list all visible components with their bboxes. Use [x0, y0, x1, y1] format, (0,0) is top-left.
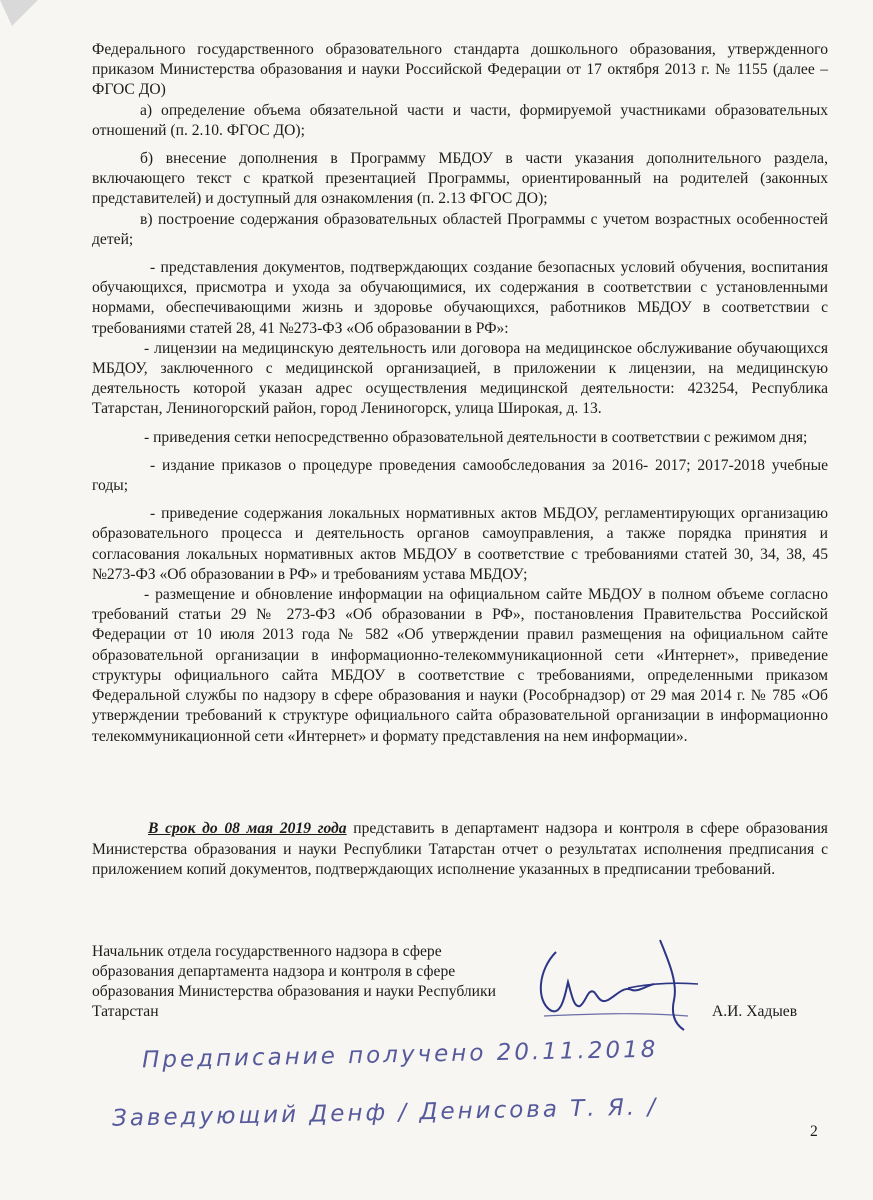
paragraph-medical-license: - лицензии на медицинскую деятельность или договора на медицинское обслуживание обучающихся МБДОУ, заключенного с медицинской организацией, в приложении к лицензии, на медицинскую деятельность которой указан адрес осуществления медицинской деятельности: 423254, Республика Татарстан, Лениногорский район, город Лениногорск, улица Широкая, д. 13.	[92, 339, 828, 418]
handwritten-received-note: Предписание получено 20.11.2018	[141, 1036, 659, 1074]
paragraph-website: - размещение и обновление информации на официальном сайте МБДОУ в полном объеме согласно требований статьи 29 № 273-ФЗ «Об образовании в РФ», постановления Правительства Российской Федерации от 10 июля 2013 года № 582 «Об утверждении правил размещения на официальном сайте образовательной организации в информационно-телекоммуникационной сети «Интернет», приведение структуры официального сайта МБДОУ в соответствие с требованиями, определенными приказом Федеральной службы по надзору в сфере образования и науки (Рособрнадзор) от 29 мая 2014 г. № 785 «Об утверждении требований к структуре официального сайта образовательной организации в информационно телекоммуникационной сети «Интернет» и формату представления на нем информации».	[92, 586, 828, 745]
paragraph-deadline	[92, 819, 828, 881]
paragraph-item-a: а) определение объема обязательной части и части, формируемой участниками образовательных отношений (п. 2.10. ФГОС ДО);	[92, 101, 828, 139]
signer-position: Начальник отдела государственного надзора в сфере образования департамента надзора и контроля в сфере образования Министерства образования и науки Республики Татарстан	[92, 943, 496, 1020]
page-number: 2	[810, 1123, 818, 1140]
corner-scan-mark	[0, 0, 50, 30]
deadline-body: представить в департамент надзора и контроля в сфере образования Министерства образования и науки Республики Татарстан отчет о результатах исполнения предписания с приложением копий документов, подтверждающих исполнение указанных в предписании требований.	[92, 820, 828, 878]
paragraph-self-assessment: - издание приказов о процедуре проведения самообследования за 2016- 2017; 2017-2018 учебные годы;	[92, 456, 828, 495]
paragraph-schedule: - приведения сетки непосредственно образовательной деятельности в соответствии с режимом дня;	[144, 428, 808, 446]
paragraph-item-v: в) построение содержания образовательных областей Программы с учетом возрастных особенностей детей;	[92, 210, 828, 248]
paragraph-local-acts: - приведение содержания локальных нормативных актов МБДОУ, регламентирующих организацию образовательного процесса и деятельность органов самоуправления, а также порядка принятия и согласования локальных нормативных актов МБДОУ в соответствие с требованиями статей 30, 34, 38, 45 №273-ФЗ «Об образовании в РФ» и требованиям устава МБДОУ;	[92, 505, 828, 583]
main-body	[92, 40, 828, 747]
paragraph-fgos: Федерального государственного образовательного стандарта дошкольного образования, утвержденного приказом Министерства образования и науки Российской Федерации от 17 октября 2013 г. № 1155 (далее – ФГОС ДО)	[92, 41, 828, 99]
handwritten-head-signature: Заведующий Денф / Денисова Т. Я. /	[111, 1094, 659, 1132]
signature-image	[528, 930, 708, 1040]
paragraph-item-b: б) внесение дополнения в Программу МБДОУ в части указания дополнительного раздела, включающего текст с краткой презентацией Программы, ориентированный на родителей (законных представителей) и доступный для ознакомления (п. 2.13 ФГОС ДО);	[92, 150, 828, 208]
paragraph-safety-docs: - представления документов, подтверждающих создание безопасных условий обучения, воспитания обучающихся, присмотра и ухода за обучающимися, их содержания в соответствии с установленными нормами, обеспечивающими жизнь и здоровье обучающихся, работников МБДОУ в соответствии с требованиями статей 28, 41 №273-ФЗ «Об образовании в РФ»:	[92, 259, 828, 337]
deadline-text: В срок до 08 мая 2019 года	[148, 820, 347, 837]
signer-name: А.И. Хадыев	[712, 1003, 798, 1020]
